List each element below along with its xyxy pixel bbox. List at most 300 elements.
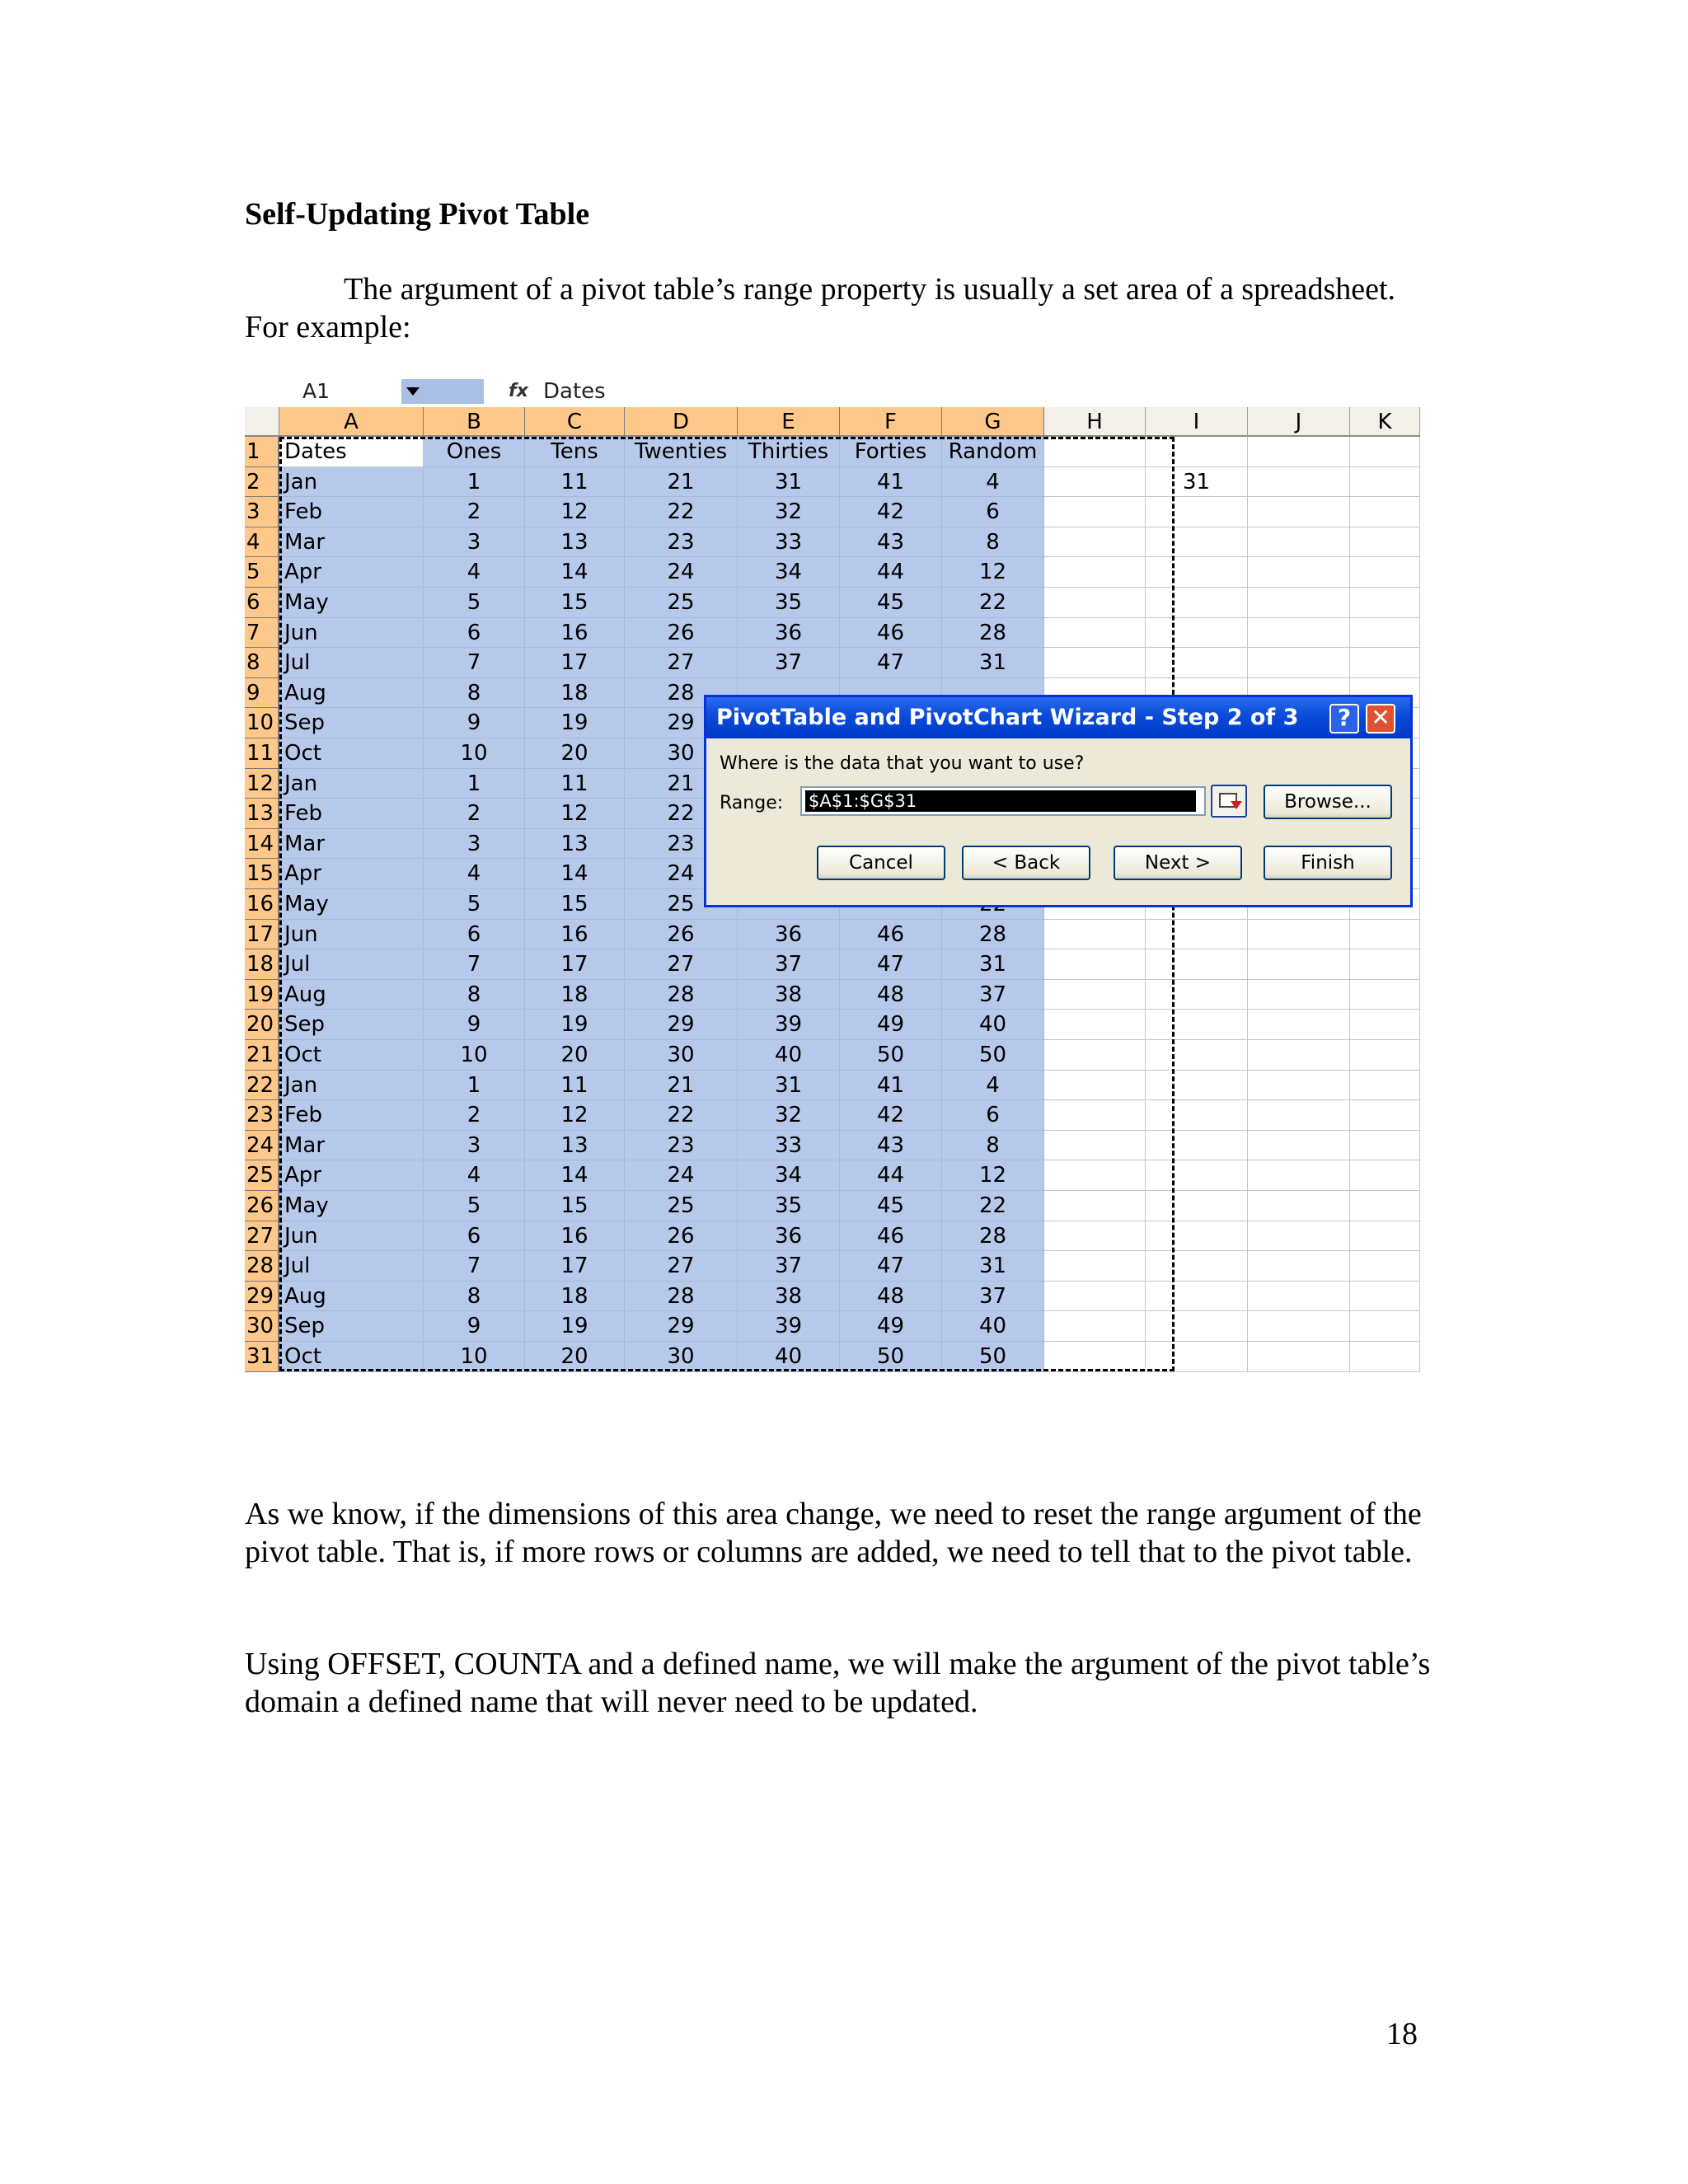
table-cell[interactable]: 50 — [840, 1342, 942, 1372]
table-cell[interactable] — [1350, 1160, 1420, 1191]
table-cell[interactable]: 40 — [738, 1040, 840, 1071]
help-button[interactable]: ? — [1329, 704, 1359, 733]
table-cell[interactable] — [1248, 1191, 1350, 1221]
table-cell[interactable]: Apr — [279, 1160, 424, 1191]
table-cell[interactable] — [1248, 1071, 1350, 1101]
table-cell[interactable] — [1146, 1342, 1248, 1372]
table-cell[interactable]: 4 — [424, 859, 525, 889]
table-cell[interactable]: 6 — [424, 920, 525, 950]
table-cell[interactable] — [1146, 980, 1248, 1010]
table-cell[interactable]: 25 — [625, 889, 738, 920]
table-cell[interactable]: 47 — [840, 1251, 942, 1282]
row-header[interactable]: 14 — [245, 829, 279, 860]
table-cell[interactable]: Feb — [279, 799, 424, 829]
browse-button[interactable]: Browse... — [1264, 785, 1392, 819]
table-cell[interactable]: 24 — [625, 557, 738, 588]
row-header[interactable]: 21 — [245, 1040, 279, 1071]
table-cell[interactable] — [1044, 557, 1146, 588]
table-cell[interactable]: Jan — [279, 769, 424, 799]
table-cell[interactable] — [1350, 1191, 1420, 1221]
table-cell[interactable] — [1350, 1010, 1420, 1040]
table-cell[interactable]: 18 — [525, 1282, 625, 1312]
table-cell[interactable]: 38 — [738, 980, 840, 1010]
table-cell[interactable] — [1248, 467, 1350, 498]
table-cell[interactable]: 28 — [625, 678, 738, 709]
row-header[interactable]: 7 — [245, 618, 279, 649]
table-cell[interactable]: 26 — [625, 920, 738, 950]
table-cell[interactable]: 10 — [424, 738, 525, 769]
table-cell[interactable]: 9 — [424, 1010, 525, 1040]
table-cell[interactable]: 5 — [424, 588, 525, 618]
table-cell[interactable]: Jul — [279, 1251, 424, 1282]
table-cell[interactable]: 3 — [424, 1131, 525, 1161]
select-all-corner[interactable] — [245, 407, 279, 437]
table-cell[interactable]: 24 — [625, 1160, 738, 1191]
table-cell[interactable]: 50 — [942, 1040, 1044, 1071]
table-cell[interactable]: 11 — [525, 769, 625, 799]
table-cell[interactable] — [1248, 618, 1350, 649]
table-cell[interactable]: 7 — [424, 648, 525, 678]
table-cell[interactable] — [1044, 1221, 1146, 1252]
table-cell[interactable]: Sep — [279, 1010, 424, 1040]
row-header[interactable]: 24 — [245, 1131, 279, 1161]
table-cell[interactable]: 12 — [525, 497, 625, 527]
table-cell[interactable] — [1146, 618, 1248, 649]
table-cell[interactable] — [1044, 588, 1146, 618]
table-cell[interactable] — [1044, 648, 1146, 678]
table-cell[interactable]: 49 — [840, 1010, 942, 1040]
table-cell[interactable] — [1248, 949, 1350, 980]
table-cell[interactable]: 28 — [625, 1282, 738, 1312]
row-header[interactable]: 25 — [245, 1160, 279, 1191]
table-cell[interactable] — [1350, 980, 1420, 1010]
table-cell[interactable]: May — [279, 889, 424, 920]
table-cell[interactable]: 15 — [525, 1191, 625, 1221]
table-cell[interactable]: Mar — [279, 527, 424, 558]
table-cell[interactable] — [1248, 1100, 1350, 1131]
header-cell[interactable]: Twenties — [625, 437, 738, 467]
table-cell[interactable]: 31 — [942, 949, 1044, 980]
row-header[interactable]: 27 — [245, 1221, 279, 1252]
table-cell[interactable] — [1350, 588, 1420, 618]
table-cell[interactable] — [1146, 1131, 1248, 1161]
row-header[interactable]: 10 — [245, 708, 279, 738]
row-header[interactable]: 9 — [245, 678, 279, 709]
table-cell[interactable]: 19 — [525, 1311, 625, 1342]
column-header-c[interactable]: C — [525, 407, 625, 437]
table-cell[interactable]: 40 — [738, 1342, 840, 1372]
table-cell[interactable]: 35 — [738, 588, 840, 618]
table-cell[interactable] — [1350, 1221, 1420, 1252]
table-cell[interactable] — [1248, 1131, 1350, 1161]
table-cell[interactable]: Jun — [279, 618, 424, 649]
row-header[interactable]: 18 — [245, 949, 279, 980]
table-cell[interactable]: 22 — [942, 588, 1044, 618]
table-cell[interactable]: 21 — [625, 467, 738, 498]
table-cell[interactable]: 2 — [424, 1100, 525, 1131]
table-cell[interactable] — [1044, 1251, 1146, 1282]
range-input[interactable] — [800, 786, 1206, 816]
header-cell[interactable]: Random — [942, 437, 1044, 467]
table-cell[interactable]: 14 — [525, 859, 625, 889]
row-header[interactable]: 28 — [245, 1251, 279, 1282]
header-cell[interactable] — [1044, 437, 1146, 467]
table-cell[interactable] — [1044, 527, 1146, 558]
table-cell[interactable]: 9 — [424, 708, 525, 738]
table-cell[interactable]: 37 — [738, 1251, 840, 1282]
table-cell[interactable]: 45 — [840, 588, 942, 618]
table-cell[interactable]: 4 — [942, 1071, 1044, 1101]
table-cell[interactable] — [1146, 557, 1248, 588]
table-cell[interactable] — [1044, 1071, 1146, 1101]
table-cell[interactable] — [1350, 1100, 1420, 1131]
table-cell[interactable]: 26 — [625, 1221, 738, 1252]
table-cell[interactable]: 6 — [942, 1100, 1044, 1131]
table-cell[interactable] — [1248, 588, 1350, 618]
table-cell[interactable] — [1248, 1010, 1350, 1040]
table-cell[interactable]: 39 — [738, 1311, 840, 1342]
table-cell[interactable]: 12 — [525, 1100, 625, 1131]
row-header[interactable]: 6 — [245, 588, 279, 618]
table-cell[interactable] — [1350, 527, 1420, 558]
table-cell[interactable]: 28 — [942, 1221, 1044, 1252]
table-cell[interactable]: 11 — [525, 467, 625, 498]
table-cell[interactable] — [1248, 980, 1350, 1010]
table-cell[interactable]: 8 — [424, 980, 525, 1010]
table-cell[interactable]: 5 — [424, 889, 525, 920]
table-cell[interactable]: 35 — [738, 1191, 840, 1221]
row-header[interactable]: 29 — [245, 1282, 279, 1312]
table-cell[interactable]: 20 — [525, 738, 625, 769]
table-cell[interactable]: 1 — [424, 769, 525, 799]
table-cell[interactable]: 14 — [525, 1160, 625, 1191]
table-cell[interactable] — [1350, 1071, 1420, 1101]
column-header-d[interactable]: D — [625, 407, 738, 437]
table-cell[interactable]: 6 — [942, 497, 1044, 527]
table-cell[interactable]: 7 — [424, 949, 525, 980]
table-cell[interactable]: Jul — [279, 949, 424, 980]
table-cell[interactable]: 29 — [625, 1010, 738, 1040]
header-cell[interactable]: Dates — [279, 437, 424, 467]
table-cell[interactable]: May — [279, 588, 424, 618]
table-cell[interactable]: 29 — [625, 708, 738, 738]
table-cell[interactable]: 25 — [625, 1191, 738, 1221]
row-header[interactable]: 23 — [245, 1100, 279, 1131]
table-cell[interactable]: 34 — [738, 557, 840, 588]
table-cell[interactable]: 22 — [625, 1100, 738, 1131]
name-box-dropdown-icon[interactable] — [401, 379, 484, 404]
finish-button[interactable]: Finish — [1264, 846, 1392, 880]
header-cell[interactable]: Forties — [840, 437, 942, 467]
row-header[interactable]: 4 — [245, 527, 279, 558]
row-header[interactable]: 5 — [245, 557, 279, 588]
table-cell[interactable] — [1248, 1040, 1350, 1071]
table-cell[interactable]: 6 — [424, 618, 525, 649]
table-cell[interactable]: 19 — [525, 708, 625, 738]
table-cell[interactable]: 13 — [525, 829, 625, 860]
table-cell[interactable] — [1044, 949, 1146, 980]
table-cell[interactable]: 7 — [424, 1251, 525, 1282]
table-cell[interactable]: Apr — [279, 557, 424, 588]
column-header-a[interactable]: A — [279, 407, 424, 437]
row-header[interactable]: 30 — [245, 1311, 279, 1342]
table-cell[interactable]: Oct — [279, 738, 424, 769]
table-cell[interactable] — [1248, 920, 1350, 950]
table-cell[interactable]: 41 — [840, 467, 942, 498]
table-cell[interactable]: 4 — [424, 1160, 525, 1191]
table-cell[interactable] — [1044, 467, 1146, 498]
row-header[interactable]: 12 — [245, 769, 279, 799]
table-cell[interactable]: 48 — [840, 1282, 942, 1312]
table-cell[interactable] — [1248, 648, 1350, 678]
table-cell[interactable]: 31 — [942, 1251, 1044, 1282]
table-cell[interactable]: 34 — [738, 1160, 840, 1191]
table-cell[interactable]: 4 — [424, 557, 525, 588]
column-header-i[interactable]: I — [1146, 407, 1248, 437]
table-cell[interactable]: 18 — [525, 678, 625, 709]
table-cell[interactable]: 36 — [738, 920, 840, 950]
row-header[interactable]: 11 — [245, 738, 279, 769]
table-cell[interactable]: 20 — [525, 1342, 625, 1372]
table-cell[interactable] — [1044, 980, 1146, 1010]
table-cell[interactable] — [1146, 920, 1248, 950]
table-cell[interactable] — [1248, 557, 1350, 588]
column-header-e[interactable]: E — [738, 407, 840, 437]
table-cell[interactable]: Mar — [279, 1131, 424, 1161]
table-cell[interactable]: Jul — [279, 648, 424, 678]
table-cell[interactable]: 50 — [840, 1040, 942, 1071]
table-cell[interactable]: 33 — [738, 1131, 840, 1161]
table-cell[interactable]: 2 — [424, 799, 525, 829]
table-cell[interactable]: 26 — [625, 618, 738, 649]
table-cell[interactable]: 24 — [625, 859, 738, 889]
table-cell[interactable] — [1248, 1342, 1350, 1372]
table-cell[interactable] — [1044, 618, 1146, 649]
back-button[interactable]: < Back — [962, 846, 1090, 880]
table-cell[interactable]: 5 — [424, 1191, 525, 1221]
table-cell[interactable]: 23 — [625, 829, 738, 860]
table-cell[interactable]: 20 — [525, 1040, 625, 1071]
table-cell[interactable]: Sep — [279, 1311, 424, 1342]
row-header[interactable]: 15 — [245, 859, 279, 889]
row-header[interactable]: 20 — [245, 1010, 279, 1040]
table-cell[interactable] — [1146, 1100, 1248, 1131]
table-cell[interactable] — [1044, 1311, 1146, 1342]
table-cell[interactable]: 43 — [840, 527, 942, 558]
table-cell[interactable]: 44 — [840, 557, 942, 588]
table-cell[interactable]: Jan — [279, 467, 424, 498]
table-cell[interactable]: 16 — [525, 920, 625, 950]
table-cell[interactable] — [1146, 588, 1248, 618]
table-cell[interactable]: 46 — [840, 618, 942, 649]
column-header-f[interactable]: F — [840, 407, 942, 437]
table-cell[interactable]: 22 — [942, 1191, 1044, 1221]
table-cell[interactable] — [1146, 648, 1248, 678]
table-cell[interactable]: 22 — [625, 799, 738, 829]
table-cell[interactable]: 30 — [625, 1342, 738, 1372]
table-cell[interactable]: 45 — [840, 1191, 942, 1221]
table-cell[interactable] — [1044, 1282, 1146, 1312]
table-cell[interactable]: 46 — [840, 1221, 942, 1252]
table-cell[interactable]: 15 — [525, 889, 625, 920]
table-cell[interactable]: 48 — [840, 980, 942, 1010]
table-cell[interactable] — [1146, 1010, 1248, 1040]
table-cell[interactable]: 32 — [738, 1100, 840, 1131]
table-cell[interactable]: 40 — [942, 1010, 1044, 1040]
table-cell[interactable]: 2 — [424, 497, 525, 527]
next-button[interactable]: Next > — [1114, 846, 1242, 880]
table-cell[interactable]: 8 — [942, 1131, 1044, 1161]
table-cell[interactable]: 27 — [625, 648, 738, 678]
table-cell[interactable] — [1248, 497, 1350, 527]
column-header-g[interactable]: G — [942, 407, 1044, 437]
table-cell[interactable]: 36 — [738, 1221, 840, 1252]
table-cell[interactable]: 43 — [840, 1131, 942, 1161]
table-cell[interactable] — [1350, 1342, 1420, 1372]
table-cell[interactable]: 3 — [424, 829, 525, 860]
table-cell[interactable]: 21 — [625, 1071, 738, 1101]
table-cell[interactable]: 6 — [424, 1221, 525, 1252]
name-box[interactable]: A1 — [302, 379, 331, 403]
table-cell[interactable]: Apr — [279, 859, 424, 889]
table-cell[interactable]: 17 — [525, 949, 625, 980]
table-cell[interactable] — [1248, 1251, 1350, 1282]
row-header[interactable]: 8 — [245, 648, 279, 678]
table-cell[interactable]: 10 — [424, 1040, 525, 1071]
table-cell[interactable]: 21 — [625, 769, 738, 799]
table-cell[interactable]: 28 — [942, 920, 1044, 950]
table-cell[interactable] — [1146, 527, 1248, 558]
table-cell[interactable]: 46 — [840, 920, 942, 950]
table-cell[interactable]: 14 — [525, 557, 625, 588]
table-cell[interactable] — [1248, 1282, 1350, 1312]
column-header-j[interactable]: J — [1248, 407, 1350, 437]
cancel-button[interactable]: Cancel — [817, 846, 945, 880]
table-cell[interactable] — [1248, 1221, 1350, 1252]
table-cell[interactable]: 47 — [840, 949, 942, 980]
table-cell[interactable]: 28 — [625, 980, 738, 1010]
table-cell[interactable]: 36 — [738, 618, 840, 649]
table-cell[interactable]: 16 — [525, 1221, 625, 1252]
table-cell[interactable]: 8 — [424, 678, 525, 709]
row-header[interactable]: 1 — [245, 437, 279, 467]
table-cell[interactable] — [1350, 648, 1420, 678]
table-cell[interactable]: 50 — [942, 1342, 1044, 1372]
table-cell[interactable] — [1146, 1160, 1248, 1191]
row-header[interactable]: 13 — [245, 799, 279, 829]
table-cell[interactable] — [1044, 1191, 1146, 1221]
table-cell[interactable] — [1146, 1311, 1248, 1342]
table-cell[interactable]: 11 — [525, 1071, 625, 1101]
table-cell[interactable] — [1044, 1010, 1146, 1040]
table-cell[interactable] — [1044, 920, 1146, 950]
table-cell[interactable] — [1248, 527, 1350, 558]
table-cell[interactable]: 44 — [840, 1160, 942, 1191]
table-cell[interactable]: 30 — [625, 1040, 738, 1071]
table-cell[interactable]: 13 — [525, 1131, 625, 1161]
table-cell[interactable]: Aug — [279, 1282, 424, 1312]
table-cell[interactable]: 27 — [625, 949, 738, 980]
table-cell[interactable]: Oct — [279, 1040, 424, 1071]
table-cell[interactable]: 37 — [942, 980, 1044, 1010]
table-cell[interactable] — [1350, 497, 1420, 527]
row-header[interactable]: 17 — [245, 920, 279, 950]
header-cell[interactable] — [1350, 437, 1420, 467]
header-cell[interactable]: Ones — [424, 437, 525, 467]
table-cell[interactable]: Sep — [279, 708, 424, 738]
table-cell[interactable]: 15 — [525, 588, 625, 618]
table-cell[interactable] — [1146, 1191, 1248, 1221]
table-cell[interactable]: 37 — [738, 949, 840, 980]
table-cell[interactable]: 49 — [840, 1311, 942, 1342]
table-cell[interactable]: 3 — [424, 527, 525, 558]
row-header[interactable]: 31 — [245, 1342, 279, 1372]
table-cell[interactable]: Jun — [279, 1221, 424, 1252]
table-cell[interactable]: 41 — [840, 1071, 942, 1101]
table-cell[interactable]: 31 — [738, 467, 840, 498]
table-cell[interactable]: May — [279, 1191, 424, 1221]
row-header[interactable]: 19 — [245, 980, 279, 1010]
table-cell[interactable]: 30 — [625, 738, 738, 769]
header-cell[interactable]: Tens — [525, 437, 625, 467]
table-cell[interactable] — [1350, 1040, 1420, 1071]
table-cell[interactable]: 4 — [942, 467, 1044, 498]
table-cell[interactable]: 9 — [424, 1311, 525, 1342]
row-header[interactable]: 2 — [245, 467, 279, 498]
header-cell[interactable] — [1146, 437, 1248, 467]
table-cell[interactable]: 8 — [942, 527, 1044, 558]
row-header[interactable]: 26 — [245, 1191, 279, 1221]
table-cell[interactable] — [1044, 1100, 1146, 1131]
table-cell[interactable] — [1350, 1251, 1420, 1282]
table-cell[interactable] — [1350, 557, 1420, 588]
table-cell[interactable] — [1248, 1311, 1350, 1342]
table-cell[interactable] — [1044, 1342, 1146, 1372]
table-cell[interactable]: 31 — [942, 648, 1044, 678]
table-cell[interactable]: 8 — [424, 1282, 525, 1312]
table-cell[interactable] — [1146, 1040, 1248, 1071]
table-cell[interactable]: Feb — [279, 497, 424, 527]
table-cell[interactable] — [1350, 618, 1420, 649]
table-cell[interactable] — [1248, 1160, 1350, 1191]
formula-value[interactable]: Dates — [543, 379, 606, 404]
table-cell[interactable]: 17 — [525, 648, 625, 678]
table-cell[interactable]: 39 — [738, 1010, 840, 1040]
table-cell[interactable]: 23 — [625, 1131, 738, 1161]
table-cell[interactable]: Jan — [279, 1071, 424, 1101]
cell-i2[interactable]: 31 — [1146, 467, 1248, 498]
table-cell[interactable]: 37 — [942, 1282, 1044, 1312]
table-cell[interactable]: 1 — [424, 1071, 525, 1101]
table-cell[interactable]: 40 — [942, 1311, 1044, 1342]
table-cell[interactable]: 37 — [738, 648, 840, 678]
column-header-b[interactable]: B — [424, 407, 525, 437]
table-cell[interactable]: 12 — [942, 1160, 1044, 1191]
column-header-h[interactable]: H — [1044, 407, 1146, 437]
table-cell[interactable]: 22 — [625, 497, 738, 527]
table-cell[interactable]: 31 — [738, 1071, 840, 1101]
table-cell[interactable]: Jun — [279, 920, 424, 950]
table-cell[interactable] — [1350, 467, 1420, 498]
table-cell[interactable]: 33 — [738, 527, 840, 558]
table-cell[interactable]: Aug — [279, 980, 424, 1010]
table-cell[interactable]: 25 — [625, 588, 738, 618]
table-cell[interactable] — [1146, 1282, 1248, 1312]
table-cell[interactable] — [1146, 1221, 1248, 1252]
table-cell[interactable]: 42 — [840, 1100, 942, 1131]
table-cell[interactable]: 28 — [942, 618, 1044, 649]
table-cell[interactable]: 38 — [738, 1282, 840, 1312]
